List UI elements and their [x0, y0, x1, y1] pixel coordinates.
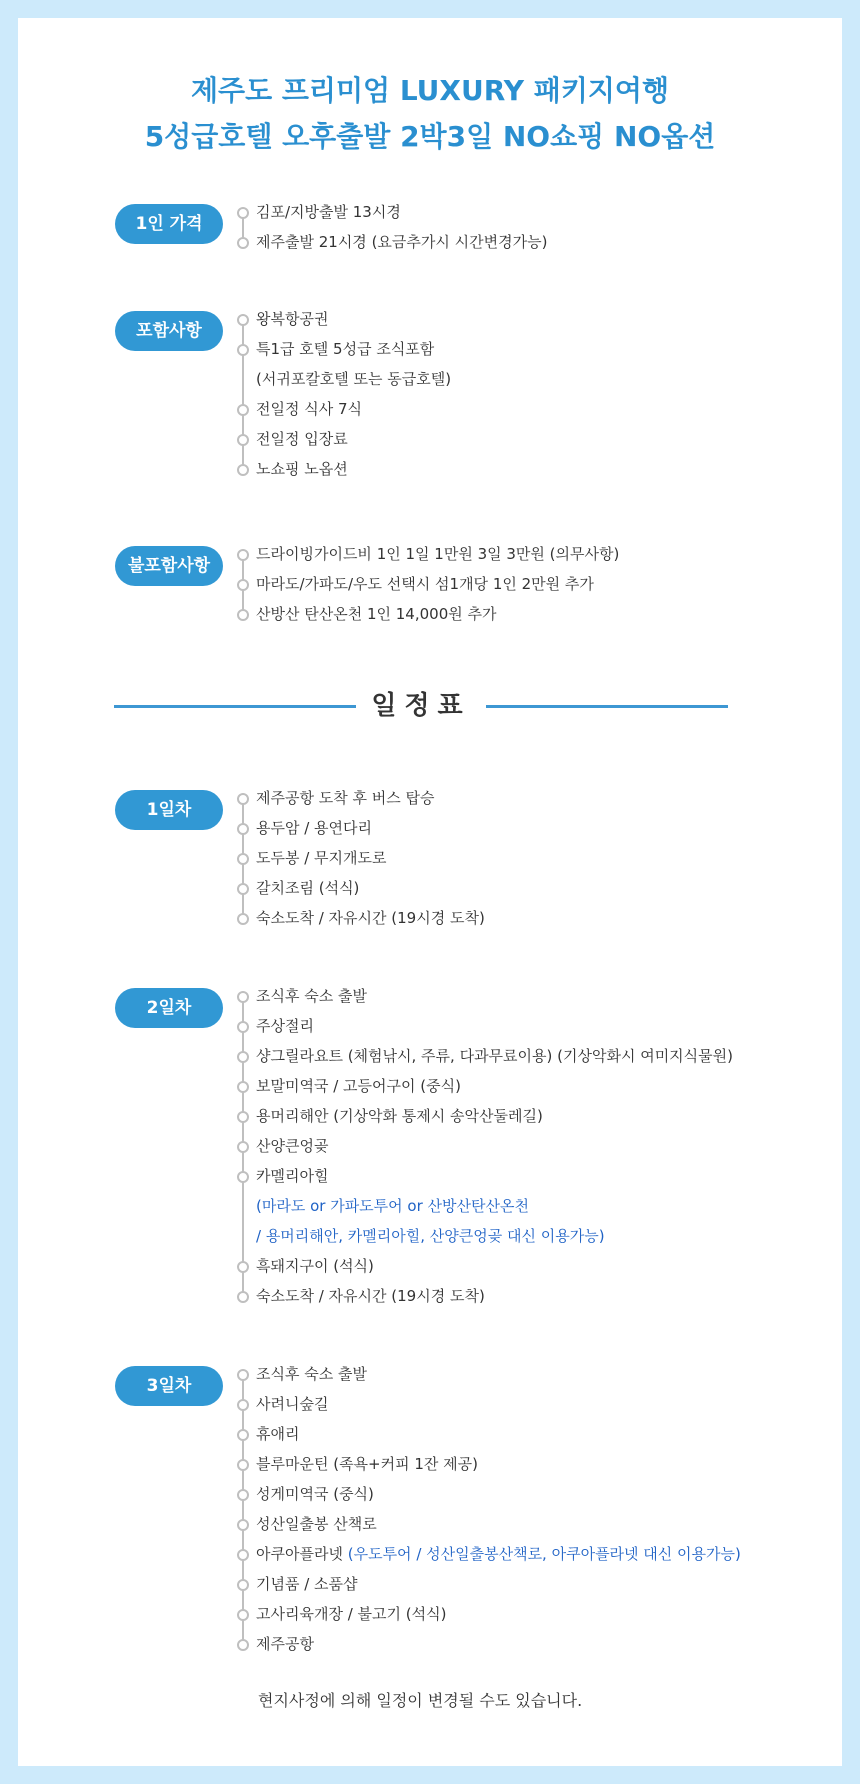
list-item: 사려니숲길	[242, 1389, 741, 1419]
bullet-icon	[237, 1141, 249, 1153]
list-item: 제주공항	[242, 1629, 741, 1659]
list-item: 전일정 입장료	[242, 424, 451, 454]
bullet-icon	[237, 823, 249, 835]
list-item: 숙소도착 / 자유시간 (19시경 도착)	[242, 1281, 733, 1311]
list-item: 노쇼핑 노옵션	[242, 454, 451, 484]
bullet-icon	[237, 1081, 249, 1093]
list-item: 고사리육개장 / 불고기 (석식)	[242, 1599, 741, 1629]
price-list	[242, 197, 547, 257]
title-line-1: 제주도 프리미엄 LUXURY 패키지여행	[190, 74, 670, 107]
list-item: 제주출발 21시경 (요금추가시 시간변경가능)	[242, 227, 547, 257]
day3-badge: 3일차	[115, 1366, 223, 1406]
list-item: 카멜리아힐	[242, 1161, 733, 1191]
title-line-2: 5성급호텔 오후출발 2박3일 NO쇼핑 NO옵션	[144, 120, 716, 153]
bullet-icon	[237, 793, 249, 805]
list-item: 제주공항 도착 후 버스 탑승	[242, 783, 485, 813]
list-item: 갈치조림 (석식)	[242, 873, 485, 903]
bullet-icon	[237, 609, 249, 621]
bullet-icon	[237, 991, 249, 1003]
footer-notice: 현지사정에 의해 일정이 변경될 수도 있습니다.	[258, 1691, 583, 1710]
list-item: 블루마운틴 (족욕+커피 1잔 제공)	[242, 1449, 741, 1479]
day1-badge: 1일차	[115, 790, 223, 830]
list-item: 마라도/가파도/우도 선택시 섬1개당 1인 2만원 추가	[242, 569, 619, 599]
bullet-icon	[237, 1369, 249, 1381]
schedule-divider	[114, 686, 728, 726]
alternative-note: (우도투어 / 성산일출봉산책로, 아쿠아플라넷 대신 이용가능)	[347, 1545, 741, 1563]
bullet-icon	[237, 1291, 249, 1303]
included-list	[242, 304, 451, 484]
list-item: 아쿠아플라넷 (우도투어 / 성산일출봉산책로, 아쿠아플라넷 대신 이용가능)	[242, 1539, 741, 1569]
page-title	[18, 68, 842, 160]
bullet-icon	[237, 1489, 249, 1501]
list-item: 산양큰엉곶	[242, 1131, 733, 1161]
bullet-icon	[237, 404, 249, 416]
excluded-badge: 불포함사항	[115, 546, 223, 586]
bullet-icon	[237, 1579, 249, 1591]
bullet-icon	[237, 883, 249, 895]
list-item: 주상절리	[242, 1011, 733, 1041]
bullet-icon	[237, 853, 249, 865]
bullet-icon	[237, 1171, 249, 1183]
bullet-icon	[237, 314, 249, 326]
list-item: 휴애리	[242, 1419, 741, 1449]
list-item: 샹그릴라요트 (체험낚시, 주류, 다과무료이용) (기상악화시 여미지식물원)	[242, 1041, 733, 1071]
bullet-icon	[237, 1609, 249, 1621]
bullet-icon	[237, 1021, 249, 1033]
bullet-icon	[237, 434, 249, 446]
bullet-icon	[237, 1261, 249, 1273]
day2-badge: 2일차	[115, 988, 223, 1028]
bullet-icon	[237, 579, 249, 591]
list-item: 기념품 / 소품샵	[242, 1569, 741, 1599]
list-item: 김포/지방출발 13시경	[242, 197, 547, 227]
list-item: 용두암 / 용연다리	[242, 813, 485, 843]
content-card	[18, 18, 842, 1766]
list-item: 전일정 식사 7식	[242, 394, 451, 424]
bullet-icon	[237, 464, 249, 476]
included-badge: 포함사항	[115, 311, 223, 351]
bullet-icon	[237, 1459, 249, 1471]
day2-list	[242, 981, 733, 1311]
list-item: 특1급 호텔 5성급 조식포함	[242, 334, 451, 364]
list-item: 조식후 숙소 출발	[242, 1359, 741, 1389]
alternative-note: (마라도 or 가파도투어 or 산방산탄산온천	[256, 1197, 529, 1215]
alternative-note: / 용머리해안, 카멜리아힐, 산양큰엉곶 대신 이용가능)	[256, 1227, 605, 1245]
bullet-icon	[237, 237, 249, 249]
list-item: 흑돼지구이 (석식)	[242, 1251, 733, 1281]
list-item: 드라이빙가이드비 1인 1일 1만원 3일 3만원 (의무사항)	[242, 539, 619, 569]
schedule-heading: 일정표	[371, 691, 471, 721]
price-badge: 1인 가격	[115, 204, 223, 244]
day3-list	[242, 1359, 741, 1659]
bullet-icon	[237, 913, 249, 925]
bullet-icon	[237, 207, 249, 219]
list-item: 왕복항공권	[242, 304, 451, 334]
list-item: 성산일출봉 산책로	[242, 1509, 741, 1539]
bullet-icon	[237, 1111, 249, 1123]
excluded-list	[242, 539, 619, 629]
list-item: 성게미역국 (중식)	[242, 1479, 741, 1509]
list-item: 용머리해안 (기상악화 통제시 송악산둘레길)	[242, 1101, 733, 1131]
list-item: (서귀포칼호텔 또는 동급호텔)	[256, 370, 452, 388]
bullet-icon	[237, 549, 249, 561]
day1-list	[242, 783, 485, 933]
bullet-icon	[237, 1429, 249, 1441]
bullet-icon	[237, 1549, 249, 1561]
list-item: 보말미역국 / 고등어구이 (중식)	[242, 1071, 733, 1101]
bullet-icon	[237, 1399, 249, 1411]
list-item: 도두봉 / 무지개도로	[242, 843, 485, 873]
list-item: 숙소도착 / 자유시간 (19시경 도착)	[242, 903, 485, 933]
bullet-icon	[237, 1051, 249, 1063]
list-item: 산방산 탄산온천 1인 14,000원 추가	[242, 599, 619, 629]
list-item: 조식후 숙소 출발	[242, 981, 733, 1011]
bullet-icon	[237, 344, 249, 356]
bullet-icon	[237, 1519, 249, 1531]
bullet-icon	[237, 1639, 249, 1651]
